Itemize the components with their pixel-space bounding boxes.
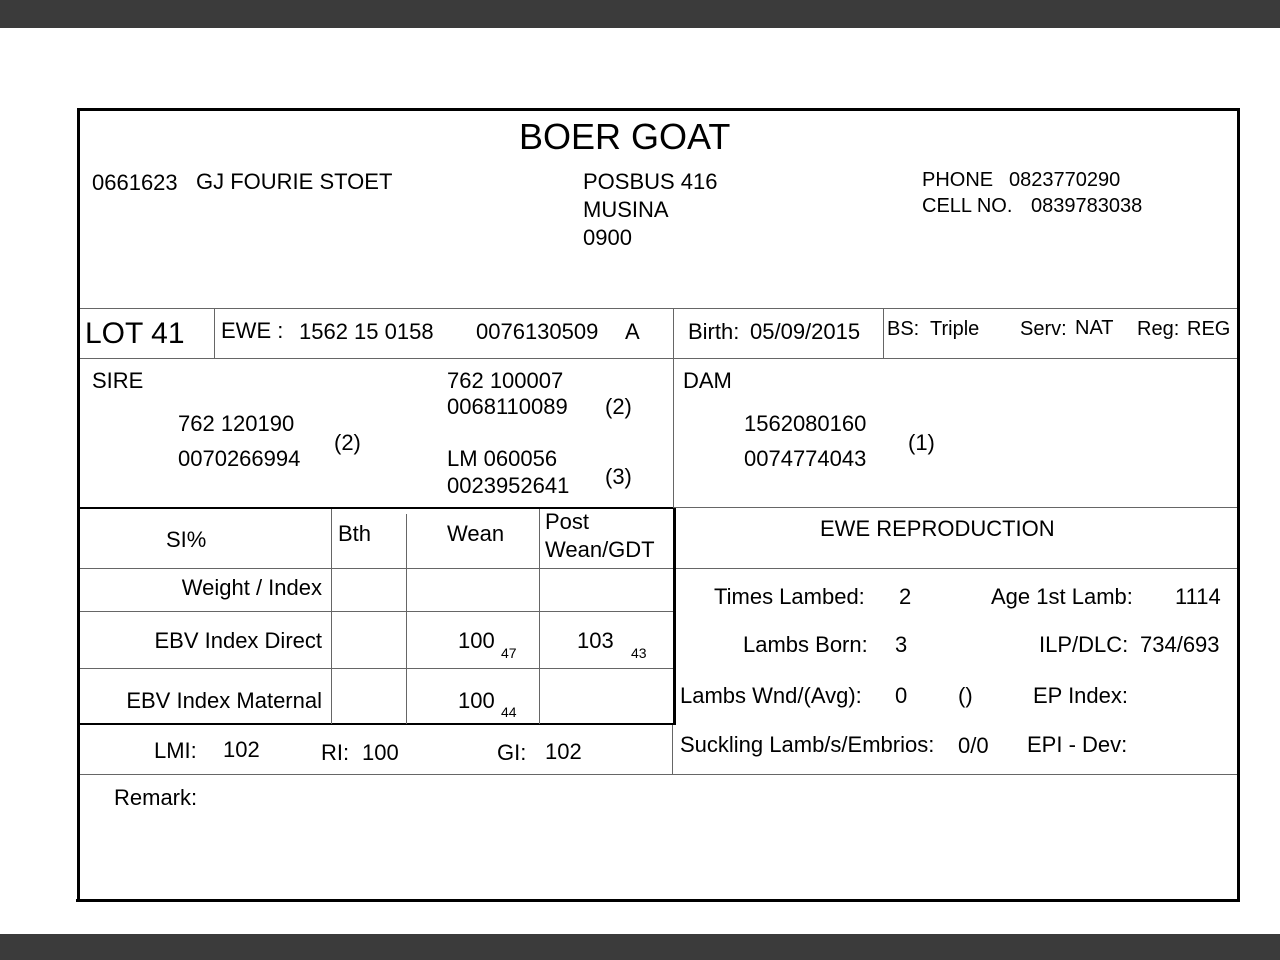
- wean-header: Wean: [447, 521, 505, 546]
- ebv-direct-label: EBV Index Direct: [154, 628, 322, 653]
- ebv-maternal-wean-value: 100: [458, 688, 495, 713]
- bs-value: Triple: [930, 318, 980, 340]
- rule-lot-top: [80, 308, 1237, 309]
- sire-dam-reg-no: 0023952641: [447, 473, 570, 498]
- weight-index-label: Weight / Index: [181, 575, 322, 600]
- phone-number: 0823770290: [1009, 169, 1121, 191]
- ebv-direct-wean-value: 100: [458, 628, 495, 653]
- rule-table-bth: [331, 509, 332, 724]
- ebv-maternal-label: EBV Index Maternal: [126, 688, 322, 713]
- sire-label: SIRE: [92, 368, 144, 393]
- birth-date: 05/09/2015: [750, 319, 861, 344]
- ri-label: RI:: [321, 740, 350, 765]
- phone-label: PHONE: [922, 169, 994, 191]
- address-line-3: 0900: [583, 225, 632, 250]
- lambs-born-label: Lambs Born:: [743, 632, 868, 657]
- rule-table-right: [673, 508, 676, 725]
- ebv-direct-wean-accuracy: 47: [501, 645, 517, 661]
- dam-count: (1): [908, 430, 935, 455]
- address-line-1: POSBUS 416: [583, 169, 718, 194]
- reg-label: Reg:: [1137, 318, 1180, 340]
- lambs-weaned-value: 0: [895, 683, 908, 708]
- lambs-weaned-avg: (): [958, 683, 973, 708]
- suckling-label: Suckling Lamb/s/Embrios:: [680, 732, 935, 757]
- ebv-direct-post-value: 103: [577, 628, 614, 653]
- age-first-lamb-value: 1114: [1175, 584, 1221, 609]
- ilp-dlc-label: ILP/DLC:: [1039, 632, 1129, 657]
- remark-label: Remark:: [114, 785, 198, 810]
- rule-bs-divider: [883, 308, 884, 358]
- si-header: SI%: [166, 527, 207, 552]
- ebv-direct-post-accuracy: 43: [631, 645, 647, 661]
- sire-dam-id: LM 060056: [447, 446, 558, 471]
- reg-value: REG: [1187, 318, 1231, 340]
- suckling-value: 0/0: [958, 733, 989, 758]
- serv-value: NAT: [1075, 317, 1114, 339]
- gi-value: 102: [545, 739, 582, 764]
- frame-left: [77, 108, 80, 902]
- epi-dev-label: EPI - Dev:: [1027, 732, 1128, 757]
- sire-sire-count: (2): [605, 394, 632, 419]
- rule-table-post: [539, 509, 540, 724]
- address-line-2: MUSINA: [583, 197, 669, 222]
- frame-top: [77, 108, 1239, 111]
- lmi-label: LMI:: [154, 738, 197, 763]
- sire-reg-no: 0070266994: [178, 446, 301, 471]
- cell-number: 0839783038: [1031, 195, 1143, 217]
- gi-label: GI:: [497, 740, 527, 765]
- rule-direct-row: [80, 668, 673, 669]
- ebv-maternal-wean-accuracy: 44: [501, 704, 517, 720]
- breeder-name: GJ FOURIE STOET: [196, 169, 393, 194]
- rule-weight-row: [80, 611, 673, 612]
- ewe-label: EWE :: [221, 318, 284, 343]
- ewe-id: 1562 15 0158: [299, 319, 434, 344]
- lambs-weaned-label: Lambs Wnd/(Avg):: [680, 683, 862, 708]
- lot-number: LOT 41: [85, 317, 185, 350]
- sire-dam-count: (3): [605, 464, 632, 489]
- ri-value: 100: [362, 740, 399, 765]
- sire-id: 762 120190: [178, 411, 295, 436]
- rule-index-row: [80, 774, 1237, 775]
- sire-count: (2): [334, 430, 361, 455]
- birth-label: Birth:: [688, 319, 740, 344]
- times-lambed-value: 2: [899, 584, 912, 609]
- reproduction-header: EWE REPRODUCTION: [820, 516, 1055, 541]
- lambs-born-value: 3: [895, 632, 908, 657]
- post-header-line1: Post: [545, 509, 590, 534]
- sire-sire-id: 762 100007: [447, 368, 564, 393]
- ewe-grade: A: [625, 319, 640, 344]
- rule-lot-divider: [214, 308, 215, 358]
- rule-maternal-row: [80, 723, 675, 725]
- ilp-dlc-value: 734/693: [1140, 632, 1220, 657]
- dam-reg-no: 0074774043: [744, 446, 867, 471]
- times-lambed-label: Times Lambed:: [714, 584, 865, 609]
- bth-header: Bth: [338, 521, 372, 546]
- sire-sire-reg-no: 0068110089: [447, 394, 568, 419]
- rule-table-wean: [406, 514, 407, 724]
- frame-right: [1237, 108, 1240, 902]
- dam-id: 1562080160: [744, 411, 867, 436]
- card-title: BOER GOAT: [519, 116, 731, 157]
- serv-label: Serv:: [1020, 318, 1067, 340]
- frame-bottom: [76, 899, 1240, 902]
- lmi-value: 102: [223, 737, 260, 762]
- dam-label: DAM: [683, 368, 732, 393]
- post-header-line2: Wean/GDT: [545, 537, 655, 562]
- age-first-lamb-label: Age 1st Lamb:: [991, 584, 1133, 609]
- rule-center-divider: [673, 308, 674, 508]
- ep-index-label: EP Index:: [1033, 683, 1128, 708]
- bs-label: BS:: [887, 318, 920, 340]
- rule-lot-bottom: [80, 358, 1237, 359]
- rule-header-row: [80, 568, 1237, 569]
- rule-index-right: [672, 725, 673, 775]
- cell-label: CELL NO.: [922, 195, 1013, 217]
- ewe-reg-no: 0076130509: [476, 319, 599, 344]
- rule-pedigree-bottom-right: [674, 507, 1237, 508]
- breeder-code: 0661623: [92, 170, 178, 195]
